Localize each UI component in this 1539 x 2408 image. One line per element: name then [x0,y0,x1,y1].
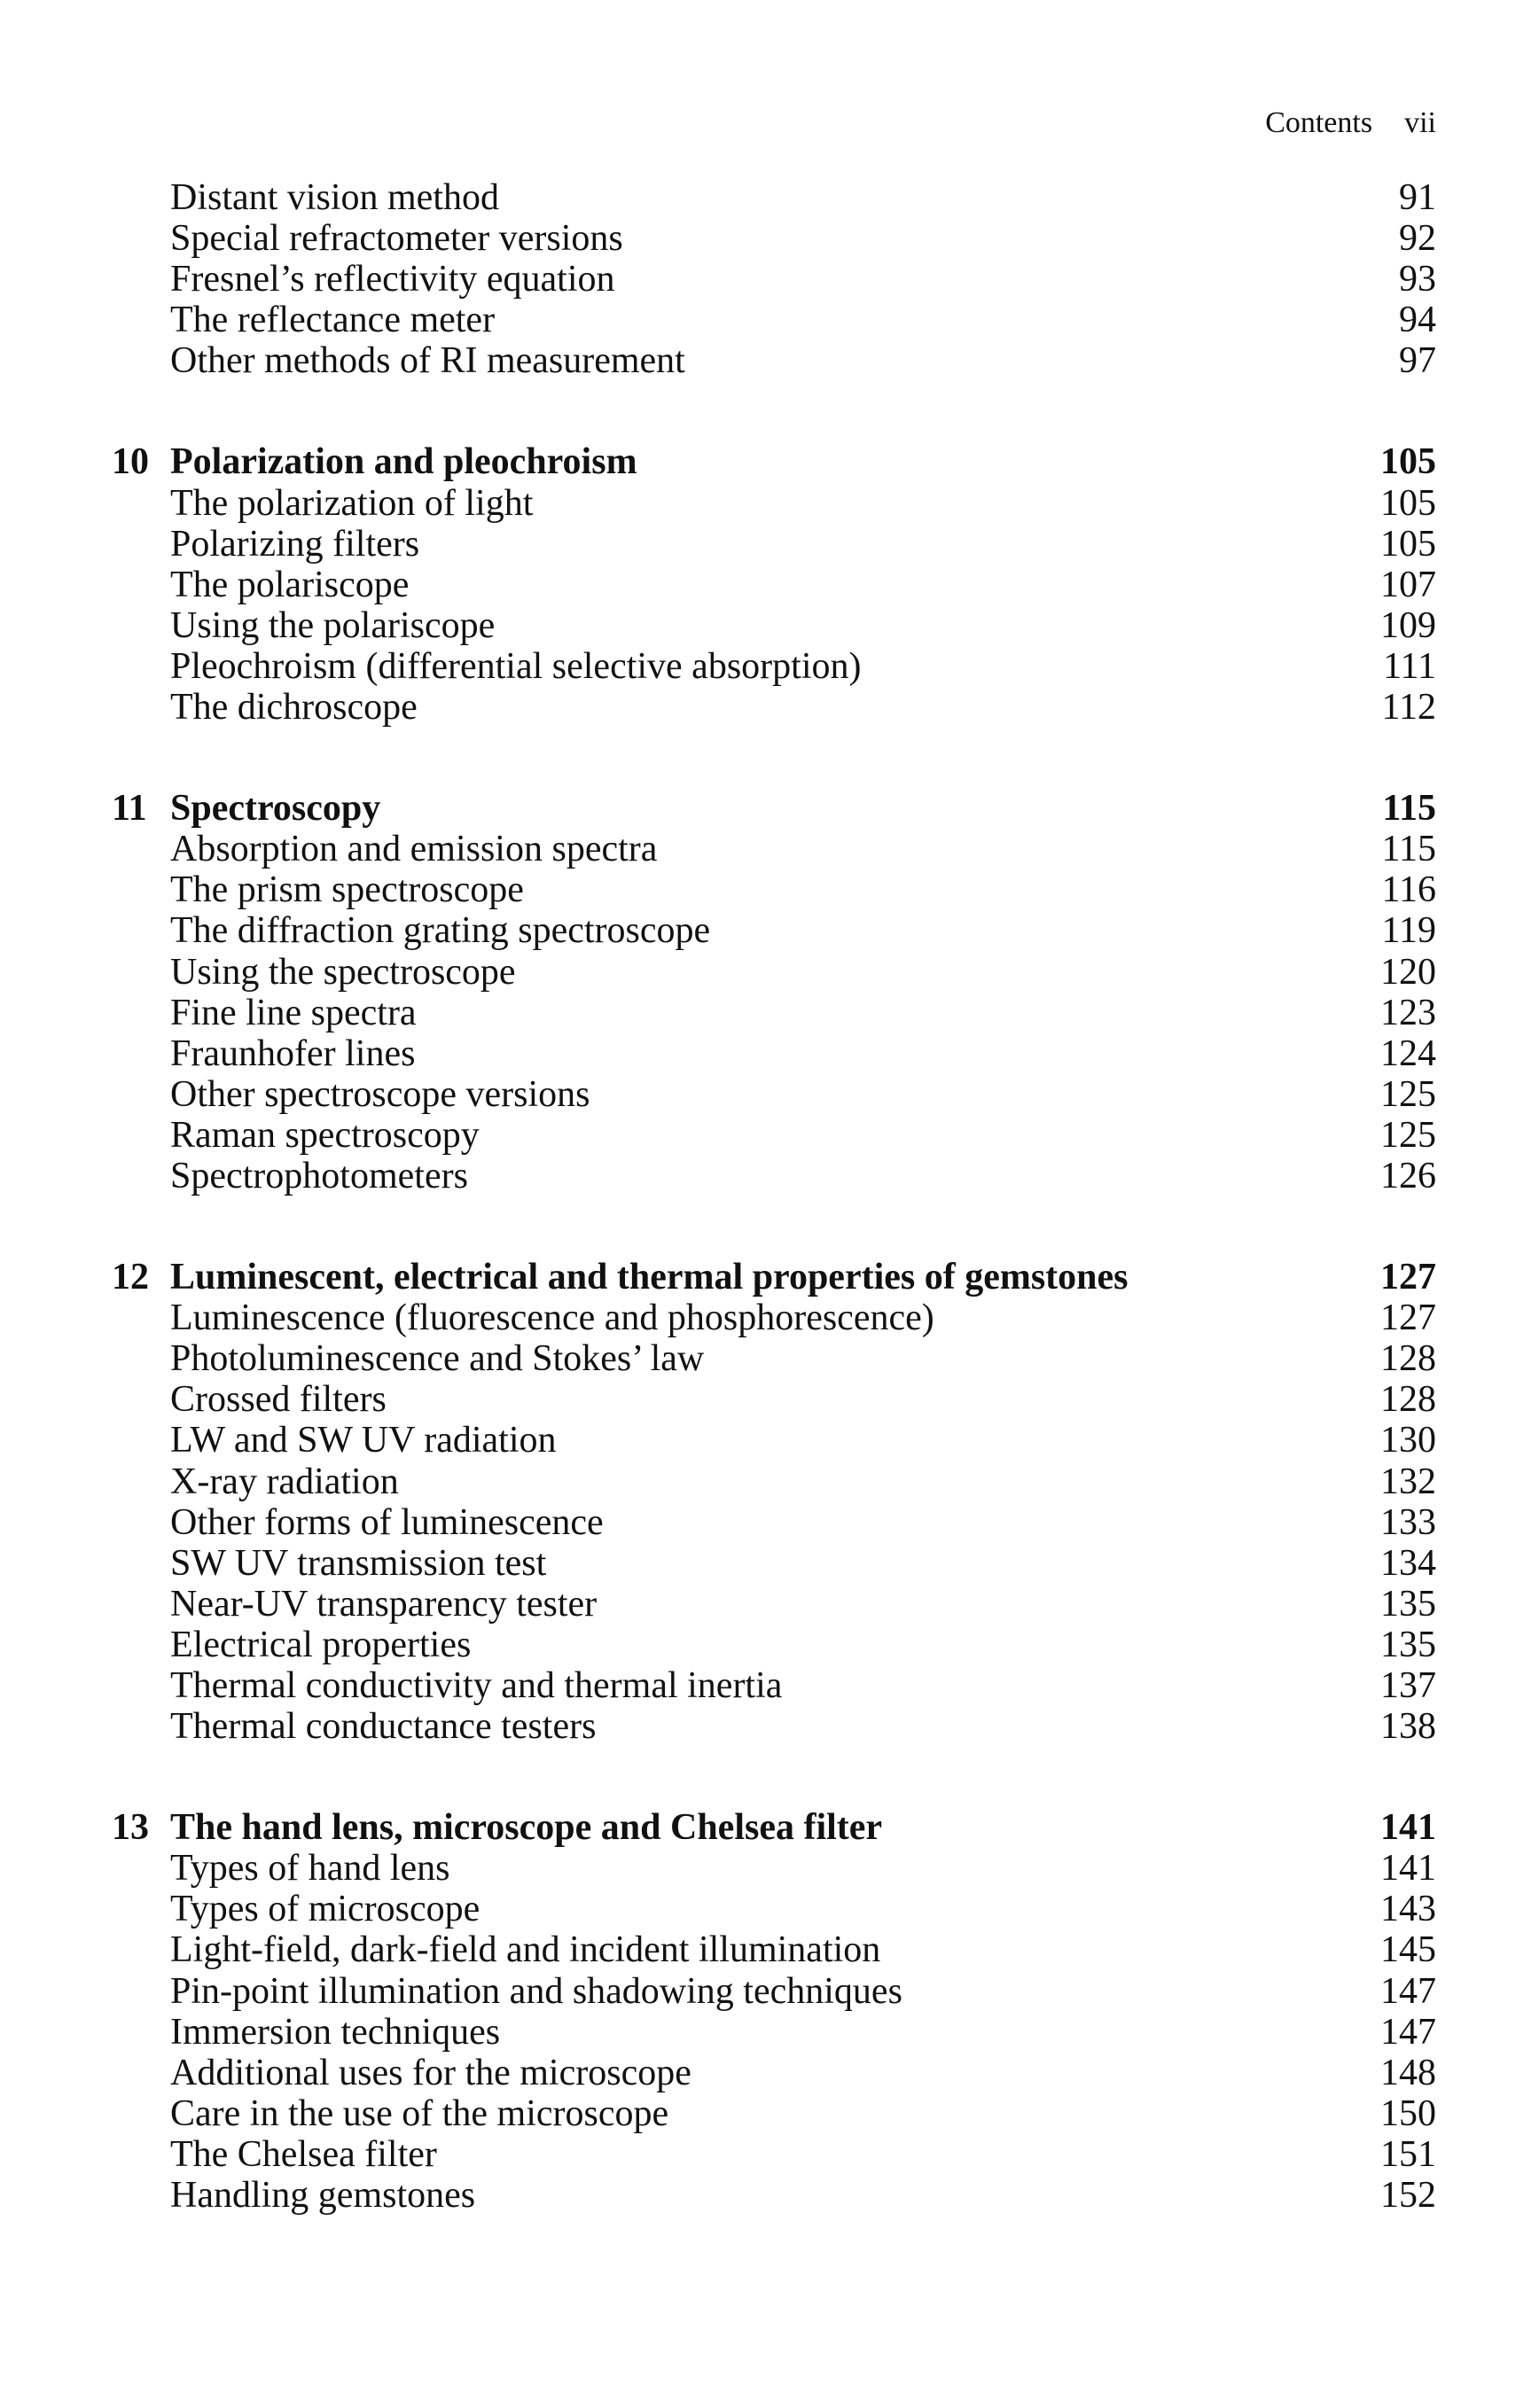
toc-entry-page: 97 [1399,340,1436,382]
toc-entry [112,1971,1436,2012]
toc-entry-page: 116 [1381,869,1436,911]
toc-entry-title: The diffraction grating spectroscope [170,910,711,952]
toc-entry-title: The Chelsea filter [170,2133,437,2175]
toc-entry-title: Luminescence (fluorescence and phosphorescence) [170,1298,934,1339]
chapter-title: Polarization and pleochroism [170,441,637,483]
toc-entry-page: 150 [1380,2092,1436,2134]
toc-entry [112,1420,1436,1461]
toc-entry-title: Thermal conductivity and thermal inertia [170,1665,783,1706]
toc-entry-title: Additional uses for the microscope [170,2052,691,2093]
toc-entry-title: Handling gemstones [170,2175,476,2217]
toc-entry-page: 105 [1380,482,1436,524]
toc-entry [112,1502,1436,1543]
toc-entry [112,483,1436,524]
toc-entry [112,1929,1436,1970]
toc-entry-page: 151 [1380,2133,1436,2175]
toc-entry-page: 111 [1383,645,1436,687]
toc-entry-page: 147 [1380,2011,1436,2053]
toc-entry [112,1074,1436,1115]
toc-entry-page: 145 [1380,1929,1436,1971]
toc-entry-page: 105 [1380,523,1436,565]
toc-entry-title: Distant vision method [170,177,499,218]
toc-entry-page: 109 [1380,604,1436,646]
toc-entry-title: Using the spectroscope [170,951,516,993]
toc-entry [112,1706,1436,1747]
toc-entry-title: Immersion techniques [170,2011,501,2053]
toc-entry [112,952,1436,993]
toc-entry-title: Other forms of luminescence [170,1501,604,1543]
toc-entry [112,2053,1436,2093]
toc-entry-title: Near-UV transparency tester [170,1583,598,1625]
running-head-label: Contents [1265,106,1373,139]
toc-entry [112,1584,1436,1625]
toc-entry-title: Care in the use of the microscope [170,2092,669,2134]
toc-entry-page: 141 [1380,1848,1436,1890]
toc-entry-page: 91 [1399,177,1436,218]
toc-entry-title: Raman spectroscopy [170,1114,480,1156]
toc-entry [112,1033,1436,1074]
chapter-heading [112,1257,1436,1298]
toc-entry [112,1156,1436,1196]
toc-entry-page: 138 [1380,1706,1436,1748]
chapter-page: 115 [1382,788,1436,830]
toc-entry-page: 127 [1380,1298,1436,1339]
toc-entry [112,605,1436,646]
chapter-heading [112,1807,1436,1848]
toc-entry-page: 93 [1399,259,1436,300]
toc-entry-page: 130 [1380,1420,1436,1461]
toc-entry-title: The reflectance meter [170,300,496,341]
toc-entry-title: Electrical properties [170,1624,472,1665]
toc-entry-page: 128 [1380,1379,1436,1421]
toc-entry [112,829,1436,869]
toc-entry [112,1889,1436,1929]
toc-entry-page: 135 [1380,1583,1436,1625]
table-of-contents [112,177,1436,2216]
chapter-page: 105 [1380,441,1436,483]
chapter-10 [112,441,1436,728]
toc-entry [112,1461,1436,1502]
toc-entry-title: Pin-point illumination and shadowing techniques [170,1970,902,2012]
toc-entry-title: Absorption and emission spectra [170,829,658,870]
continued-entries [112,177,1436,381]
toc-entry [112,259,1436,300]
toc-entry-title: The polariscope [170,564,410,605]
toc-entry [112,2134,1436,2175]
running-head [1265,103,1436,144]
toc-entry-page: 133 [1380,1501,1436,1543]
chapter-11 [112,788,1436,1196]
toc-entry [112,524,1436,565]
toc-entry [112,1543,1436,1584]
toc-entry-page: 135 [1380,1624,1436,1665]
toc-entry [112,869,1436,910]
chapter-title: Spectroscopy [170,788,381,830]
chapter-page: 141 [1380,1807,1436,1849]
toc-entry-title: Pleochroism (differential selective absorption) [170,645,862,687]
toc-entry-title: Other methods of RI measurement [170,340,685,382]
chapter-page: 127 [1380,1257,1436,1298]
chapter-number: 13 [112,1807,149,1849]
toc-entry-title: The dichroscope [170,687,418,729]
toc-entry-title: Types of microscope [170,1889,480,1930]
toc-entry [112,1379,1436,1420]
toc-entry-page: 107 [1380,564,1436,605]
toc-entry [112,1848,1436,1889]
toc-entry-page: 147 [1380,1970,1436,2012]
toc-entry-title: Fraunhofer lines [170,1033,416,1074]
toc-entry-title: SW UV transmission test [170,1542,547,1584]
toc-entry-page: 123 [1380,992,1436,1033]
toc-entry-page: 128 [1380,1338,1436,1380]
toc-entry [112,910,1436,951]
toc-entry-title: The prism spectroscope [170,869,524,911]
toc-entry-title: Fresnel’s reflectivity equation [170,259,615,300]
toc-entry-page: 94 [1399,300,1436,341]
toc-entry-page: 92 [1399,218,1436,260]
toc-entry-page: 143 [1380,1889,1436,1930]
chapter-title: Luminescent, electrical and thermal properties of gemstones [170,1257,1129,1298]
toc-entry-title: Thermal conductance testers [170,1706,597,1748]
toc-entry-page: 125 [1380,1073,1436,1115]
toc-entry-title: Fine line spectra [170,992,417,1033]
toc-entry-page: 125 [1380,1114,1436,1156]
toc-entry [112,1338,1436,1379]
toc-entry [112,687,1436,728]
toc-entry-title: Light-field, dark-field and incident illumination [170,1929,881,1971]
toc-entry-page: 119 [1381,910,1436,952]
toc-entry-title: Polarizing filters [170,523,420,565]
toc-entry-page: 124 [1380,1033,1436,1074]
toc-entry-title: Other spectroscope versions [170,1073,590,1115]
chapter-12 [112,1257,1436,1747]
toc-entry [112,1625,1436,1665]
toc-entry-title: Crossed filters [170,1379,387,1421]
toc-entry-title: LW and SW UV radiation [170,1420,557,1461]
toc-entry [112,340,1436,381]
toc-entry-title: X-ray radiation [170,1461,399,1502]
chapter-13 [112,1807,1436,2216]
chapter-number: 11 [112,788,147,830]
chapter-title: The hand lens, microscope and Chelsea filter [170,1807,883,1849]
toc-entry-title: The polarization of light [170,482,534,524]
toc-entry [112,646,1436,687]
toc-entry-page: 112 [1381,687,1436,729]
toc-entry-page: 152 [1380,2175,1436,2217]
toc-entry-page: 137 [1380,1665,1436,1706]
toc-entry [112,218,1436,259]
toc-entry [112,1298,1436,1338]
toc-entry-page: 132 [1380,1461,1436,1502]
toc-entry [112,993,1436,1033]
toc-entry-page: 126 [1380,1155,1436,1196]
toc-entry [112,2093,1436,2134]
chapter-number: 12 [112,1257,149,1298]
toc-entry-page: 148 [1380,2052,1436,2093]
toc-entry-title: Photoluminescence and Stokes’ law [170,1338,705,1380]
chapter-heading [112,788,1436,829]
toc-entry [112,2175,1436,2216]
toc-entry [112,1115,1436,1156]
toc-entry-title: Types of hand lens [170,1848,450,1890]
toc-entry [112,177,1436,218]
chapter-number: 10 [112,441,149,483]
toc-entry-title: Spectrophotometers [170,1155,468,1196]
toc-entry-title: Using the polariscope [170,604,496,646]
toc-entry [112,300,1436,340]
toc-entry [112,1665,1436,1706]
toc-entry-page: 120 [1380,951,1436,993]
toc-entry-page: 115 [1381,829,1436,870]
toc-entry-page: 134 [1380,1542,1436,1584]
toc-entry [112,565,1436,605]
running-head-page-number: vii [1404,106,1436,139]
toc-entry-title: Special refractometer versions [170,218,623,260]
toc-entry [112,2012,1436,2053]
chapter-heading [112,441,1436,482]
